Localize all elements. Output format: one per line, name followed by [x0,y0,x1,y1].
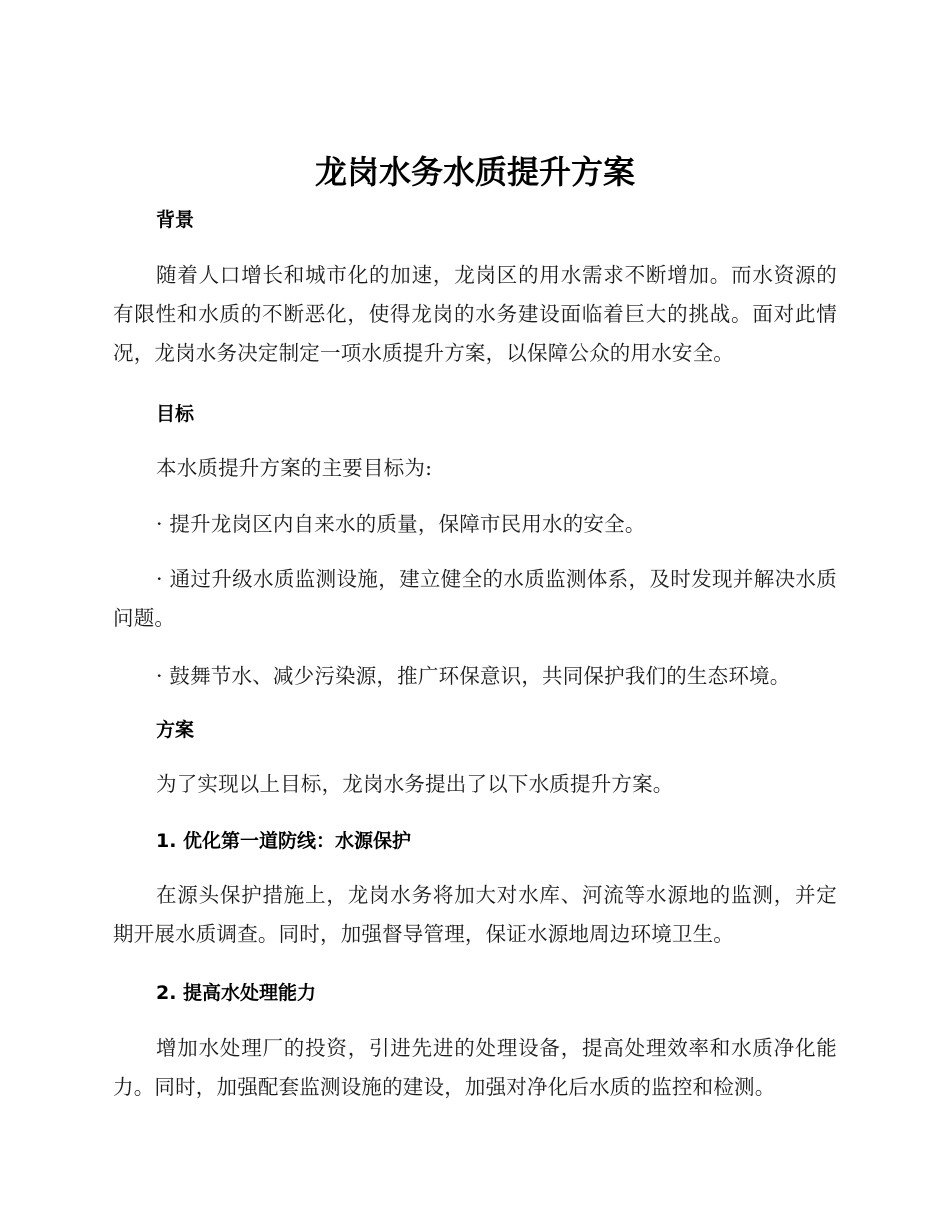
subsection-1-paragraph: 在源头保护措施上，龙岗水务将加大对水库、河流等水源地的监测，并定期开展水质调查。同时，加强督导管理，保证水源地周边环境卫生。 [113,883,837,946]
subsection-heading-1: 1. 优化第一道防线：水源保护 [156,830,412,852]
section-heading-plan: 方案 [156,719,195,741]
goals-intro: 本水质提升方案的主要目标为: [156,456,433,480]
document-title: 龙岗水务水质提升方案 [314,153,635,191]
section-heading-goals: 目标 [156,403,195,425]
goal-item-2: · 通过升级水质监测设施，建立健全的水质监测体系，及时发现并解决水质问题。 [113,567,837,630]
goal-item-3: · 鼓舞节水、减少污染源，推广环保意识，共同保护我们的生态环境。 [156,664,791,688]
background-paragraph: 随着人口增长和城市化的加速，龙岗区的用水需求不断增加。而水资源的有限性和水质的不断恶化，使得龙岗的水务建设面临着巨大的挑战。面对此情况，龙岗水务决定制定一项水质提升方案，以保障公众的用水安全。 [113,263,837,365]
document-page [113,0,837,1230]
plan-intro: 为了实现以上目标，龙岗水务提出了以下水质提升方案。 [156,772,674,796]
subsection-heading-2: 2. 提高水处理能力 [156,982,317,1004]
goal-item-1: · 提升龙岗区内自来水的质量，保障市民用水的安全。 [156,512,646,536]
section-heading-background: 背景 [156,209,195,231]
subsection-2-paragraph: 增加水处理厂的投资，引进先进的处理设备，提高处理效率和水质净化能力。同时，加强配套监测设施的建设，加强对净化后水质的监控和检测。 [113,1036,837,1099]
